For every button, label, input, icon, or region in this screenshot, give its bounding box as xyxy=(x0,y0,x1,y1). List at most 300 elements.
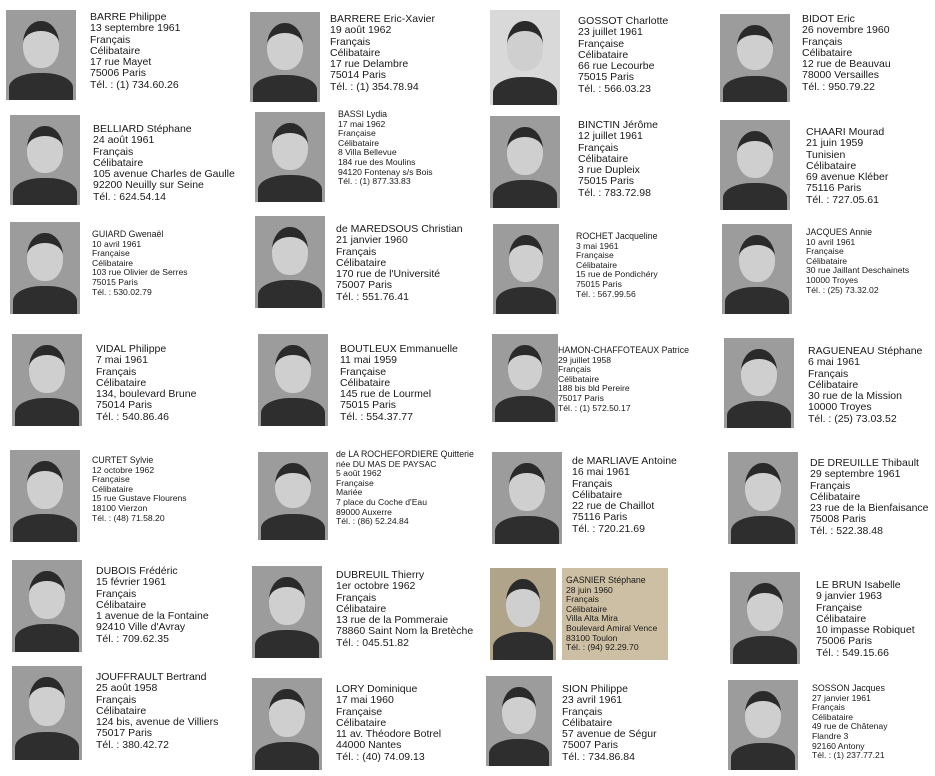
entry-details-curtet-sylvie xyxy=(92,456,187,523)
entry-detail-line: 11 mai 1959 xyxy=(340,354,398,367)
entry-detail-line: Villa Alta Mira xyxy=(566,613,618,624)
portrait-photo-rochet-jacqueline xyxy=(493,224,559,314)
entry-detail-line: Tél. : (1) 734.60.26 xyxy=(90,78,179,91)
portrait-head-shape xyxy=(506,579,540,627)
portrait-photo-boutleux-emmanuelle xyxy=(258,334,328,426)
entry-detail-line: 17 rue Mayet xyxy=(90,56,152,69)
entry-name: BINCTIN Jérôme xyxy=(578,119,658,131)
entry-detail-line: Célibataire xyxy=(336,716,387,729)
entry-detail-line: 57 avenue de Ségur xyxy=(562,728,657,741)
entry-detail-line: 75017 Paris xyxy=(96,727,153,740)
entry-detail-line: Française xyxy=(578,37,625,50)
entry-detail-line: 25 août 1958 xyxy=(96,682,158,695)
entry-detail-line: 18100 Vierzon xyxy=(92,502,148,513)
portrait-photo-sion-philippe xyxy=(486,676,552,766)
entry-detail-line: Français xyxy=(808,367,849,380)
entry-detail-line: 23 avril 1961 xyxy=(562,694,623,707)
entry-detail-line: 75116 Paris xyxy=(572,511,628,524)
portrait-shoulders-shape xyxy=(725,287,789,314)
entry-details-de-dreuille-thibault xyxy=(810,458,929,537)
entry-detail-line: 145 rue de Lourmel xyxy=(340,388,432,401)
entry-detail-line: Célibataire xyxy=(330,46,381,59)
portrait-shoulders-shape xyxy=(255,630,319,658)
portrait-shoulders-shape xyxy=(255,742,319,770)
entry-detail-line: 75015 Paris xyxy=(92,276,138,287)
entry-detail-line: 15 rue de Pondichéry xyxy=(576,269,658,280)
portrait-shoulders-shape xyxy=(731,516,795,544)
entry-details-vidal-philippe xyxy=(96,344,196,423)
entry-detail-line: Français xyxy=(336,591,377,604)
portrait-photo-curtet-sylvie xyxy=(10,450,80,542)
portrait-head-shape xyxy=(509,463,545,511)
entry-detail-line: Français xyxy=(810,479,851,492)
portrait-shoulders-shape xyxy=(258,280,322,308)
entry-detail-line: Célibataire xyxy=(96,704,147,717)
entry-name: LORY Dominique xyxy=(336,683,418,695)
entry-detail-line: Français xyxy=(812,702,845,713)
entry-detail-line: 92200 Neuilly sur Seine xyxy=(93,179,204,192)
entry-detail-line: Tél. : 720.21.69 xyxy=(572,522,645,535)
entry-name: SOSSON Jacques xyxy=(812,683,885,693)
portrait-photo-belliard-stephane xyxy=(10,115,80,205)
entry-detail-line: 92160 Antony xyxy=(812,740,865,751)
entry-detail-line: 94120 Fontenay s/s Bois xyxy=(338,166,433,177)
entry-detail-line: 15 février 1961 xyxy=(96,576,167,589)
entry-name: BOUTLEUX Emmanuelle xyxy=(340,343,458,355)
entry-detail-line: Française xyxy=(92,248,130,259)
entry-detail-line: Française xyxy=(336,705,383,718)
entry-detail-line: 15 rue Gustave Flourens xyxy=(92,493,187,504)
entry-detail-line: 1 avenue de la Fontaine xyxy=(96,610,209,623)
portrait-head-shape xyxy=(267,23,303,70)
entry-detail-line: 22 rue de Chaillot xyxy=(572,500,655,513)
entry-detail-line: Français xyxy=(96,587,137,600)
portrait-shoulders-shape xyxy=(727,401,791,428)
portrait-photo-chaari-mourad xyxy=(720,120,790,210)
entry-detail-line: Tél. : (86) 52.24.84 xyxy=(336,516,409,527)
entry-detail-line: Français xyxy=(96,365,137,378)
entry-detail-line: Française xyxy=(340,365,387,378)
entry-detail-line: 78860 Saint Nom la Bretèche xyxy=(336,625,474,638)
entry-detail-line: Française xyxy=(576,250,614,261)
entry-detail-line: 10000 Troyes xyxy=(806,274,859,285)
portrait-photo-jacques-annie xyxy=(722,224,792,314)
portrait-head-shape xyxy=(745,691,781,738)
entry-detail-line: Célibataire xyxy=(808,378,859,391)
entry-detail-line: 17 rue Delambre xyxy=(330,58,409,71)
portrait-photo-jouffrault-bertrand xyxy=(12,666,82,760)
entry-detail-line: Tél. : (1) 877.33.83 xyxy=(338,176,411,187)
entry-detail-line: 75014 Paris xyxy=(330,69,387,82)
entry-detail-line: 17 mai 1962 xyxy=(338,118,386,129)
entry-name: BIDOT Eric xyxy=(802,13,855,25)
portrait-photo-ragueneau-stephane xyxy=(724,338,794,428)
entry-detail-line: Célibataire xyxy=(96,598,147,611)
portrait-photo-de-la-rochefordiere-quitterie xyxy=(258,452,328,540)
entry-name: de LA ROCHEFORDIERE Quitterie xyxy=(336,449,474,459)
portrait-head-shape xyxy=(741,349,777,396)
portrait-head-shape xyxy=(745,463,781,511)
entry-detail-line: Tél. : 045.51.82 xyxy=(336,636,409,649)
entry-details-barrere-eric-xavier xyxy=(330,14,435,93)
entry-details-de-la-rochefordiere-quitterie xyxy=(336,450,474,527)
portrait-photo-hamon-chaffoteaux-patrice xyxy=(492,334,558,422)
entry-details-le-brun-isabelle xyxy=(816,580,915,659)
entry-detail-line: Français xyxy=(802,35,843,48)
entry-detail-line: 17 mai 1960 xyxy=(336,694,394,707)
portrait-photo-sosson-jacques xyxy=(728,680,798,770)
entry-details-dubreuil-thierry xyxy=(336,570,473,649)
entry-detail-line: 11 av. Théodore Botrel xyxy=(336,728,442,741)
entry-details-ragueneau-stephane xyxy=(808,346,922,425)
entry-details-jouffrault-bertrand xyxy=(96,672,218,751)
entry-detail-line: Tél. : (48) 71.58.20 xyxy=(92,512,165,523)
entry-detail-line: Tél. : 551.76.41 xyxy=(336,290,409,303)
entry-name: BARRERE Eric-Xavier xyxy=(330,13,436,25)
entry-detail-line: 3 mai 1961 xyxy=(576,240,619,251)
portrait-photo-lory-dominique xyxy=(252,678,322,770)
portrait-shoulders-shape xyxy=(258,175,322,202)
entry-detail-line: Célibataire xyxy=(806,255,848,266)
portrait-head-shape xyxy=(502,687,536,734)
entry-details-hamon-chaffoteaux-patrice xyxy=(558,346,689,413)
portrait-photo-gossot-charlotte xyxy=(490,10,560,105)
portrait-shoulders-shape xyxy=(495,396,556,422)
entry-detail-line: Célibataire xyxy=(806,159,857,172)
entry-detail-line: Française xyxy=(816,601,863,614)
portrait-photo-le-brun-isabelle xyxy=(730,572,800,664)
entry-name: BARRE Philippe xyxy=(90,11,167,23)
entry-details-belliard-stephane xyxy=(93,124,235,203)
entry-details-jacques-annie xyxy=(806,228,909,295)
entry-detail-line: Français xyxy=(558,364,591,375)
portrait-head-shape xyxy=(507,21,543,70)
entry-detail-line: 12 juillet 1961 xyxy=(578,130,643,143)
entry-name: GOSSOT Charlotte xyxy=(578,15,669,27)
portrait-head-shape xyxy=(27,233,63,281)
portrait-shoulders-shape xyxy=(13,178,77,205)
portrait-shoulders-shape xyxy=(253,75,317,102)
entry-detail-line: Français xyxy=(90,33,131,46)
entry-detail-line: 29 septembre 1961 xyxy=(810,468,901,481)
portrait-photo-dubois-frederic xyxy=(12,560,82,652)
entry-detail-line: Française xyxy=(806,246,844,257)
entry-detail-line: 134, boulevard Brune xyxy=(96,388,197,401)
portrait-shoulders-shape xyxy=(493,77,557,106)
portrait-shoulders-shape xyxy=(723,183,787,210)
portrait-head-shape xyxy=(508,345,542,391)
entry-detail-line: Célibataire xyxy=(562,716,613,729)
entry-detail-line: Tél. : 554.37.77 xyxy=(340,410,413,423)
entry-detail-line: Tél. : 950.79.22 xyxy=(802,80,875,93)
entry-name: CURTET Sylvie xyxy=(92,455,154,465)
portrait-head-shape xyxy=(272,227,308,275)
entry-detail-line: Tél. : 783.72.98 xyxy=(578,186,651,199)
portrait-shoulders-shape xyxy=(261,514,325,540)
entry-detail-line: 66 rue Lecourbe xyxy=(578,60,655,73)
entry-detail-line: 75014 Paris xyxy=(96,399,153,412)
entry-detail-line: Célibataire xyxy=(338,137,380,148)
entry-name: BELLIARD Stéphane xyxy=(93,123,192,135)
entry-detail-line: 170 rue de l'Université xyxy=(336,268,441,281)
entry-detail-line: Tél. : 549.15.66 xyxy=(816,646,889,659)
entry-detail-line: 13 septembre 1961 xyxy=(90,22,181,35)
entry-name: CHAARI Mourad xyxy=(806,126,885,138)
entry-detail-line: 78000 Versailles xyxy=(802,69,880,82)
entry-detail-line: 12 rue de Beauvau xyxy=(802,58,891,71)
entry-details-lory-dominique xyxy=(336,684,441,763)
entry-detail-line: Français xyxy=(96,693,137,706)
portrait-head-shape xyxy=(275,345,311,393)
entry-detail-line: Tél. : 734.86.84 xyxy=(562,750,635,763)
entry-detail-line: Célibataire xyxy=(96,376,147,389)
portrait-head-shape xyxy=(275,463,311,509)
entry-detail-line: Tél. : 380.42.72 xyxy=(96,738,169,751)
portrait-head-shape xyxy=(509,235,543,282)
entry-detail-line: 30 rue de la Mission xyxy=(808,390,902,403)
portrait-shoulders-shape xyxy=(13,514,77,542)
portrait-head-shape xyxy=(27,126,63,173)
portrait-photo-bassi-lydia xyxy=(255,112,325,202)
portrait-shoulders-shape xyxy=(495,516,559,544)
entry-detail-line: 7 mai 1961 xyxy=(96,354,148,367)
portrait-shoulders-shape xyxy=(731,743,795,770)
entry-detail-line: 6 mai 1961 xyxy=(808,356,860,369)
entry-details-bassi-lydia xyxy=(338,110,433,187)
entry-detail-line: Flandre 3 xyxy=(812,730,849,741)
entry-details-barre-philippe xyxy=(90,12,180,91)
portrait-head-shape xyxy=(737,25,773,71)
portrait-head-shape xyxy=(23,21,59,68)
entry-detail-line: Célibataire xyxy=(578,152,629,165)
entry-name: de MAREDSOUS Christian xyxy=(336,223,463,235)
portrait-shoulders-shape xyxy=(15,398,79,426)
entry-details-chaari-mourad xyxy=(806,127,888,206)
entry-detail-line: 75017 Paris xyxy=(558,392,604,403)
entry-detail-line: Célibataire xyxy=(566,603,608,614)
entry-details-de-marliave-antoine xyxy=(572,456,677,535)
entry-detail-line: Célibataire xyxy=(93,156,144,169)
portrait-shoulders-shape xyxy=(733,636,797,664)
entry-name: RAGUENEAU Stéphane xyxy=(808,345,923,357)
entry-detail-line: Célibataire xyxy=(572,488,623,501)
entry-detail-line: 9 janvier 1963 xyxy=(816,590,882,603)
entry-detail-line: Célibataire xyxy=(558,373,600,384)
portrait-photo-vidal-philippe xyxy=(12,334,82,426)
entry-detail-line: 10000 Troyes xyxy=(808,401,872,414)
entry-detail-line: 105 avenue Charles de Gaulle xyxy=(93,168,235,181)
portrait-photo-de-dreuille-thibault xyxy=(728,452,798,544)
entry-detail-line: 23 rue de la Bienfaisance xyxy=(810,502,929,515)
entry-detail-line: 23 juillet 1961 xyxy=(578,26,643,39)
entry-detail-line: 27 janvier 1961 xyxy=(812,692,871,703)
entry-detail-line: Français xyxy=(578,141,619,154)
portrait-photo-bidot-eric xyxy=(720,14,790,102)
portrait-shoulders-shape xyxy=(489,739,550,766)
portrait-shoulders-shape xyxy=(496,287,557,314)
entry-details-bidot-eric xyxy=(802,14,891,93)
entry-detail-line: Tél. : 522.38.48 xyxy=(810,524,883,537)
entry-detail-line: 92410 Ville d'Avray xyxy=(96,621,186,634)
entry-detail-line: Tél. : 566.03.23 xyxy=(578,82,651,95)
entry-detail-line: Célibataire xyxy=(810,490,861,503)
entry-detail-line: Tél. : (94) 92.29.70 xyxy=(566,642,639,653)
entry-detail-line: 89000 Auxerre xyxy=(336,506,392,517)
entry-detail-line: 29 juillet 1958 xyxy=(558,354,612,365)
entry-detail-line: Tunisien xyxy=(806,148,846,161)
entry-detail-line: Célibataire xyxy=(812,711,854,722)
entry-name: ROCHET Jacqueline xyxy=(576,231,658,241)
portrait-head-shape xyxy=(29,571,65,619)
portrait-photo-guiard-gwenael xyxy=(10,222,80,314)
entry-detail-line: 10 impasse Robiquet xyxy=(816,624,915,637)
entry-details-sosson-jacques xyxy=(812,684,888,761)
entry-details-gasnier-stephane xyxy=(566,576,657,653)
entry-detail-line: Française xyxy=(338,128,376,139)
portrait-head-shape xyxy=(507,127,543,175)
entry-detail-line: 30 rue Jaillant Deschainets xyxy=(806,265,910,276)
entry-detail-line: Français xyxy=(93,145,134,158)
entry-detail-line: 10 avril 1961 xyxy=(806,236,856,247)
portrait-photo-barrere-eric-xavier xyxy=(250,12,320,102)
entry-detail-line: 75015 Paris xyxy=(340,399,397,412)
portrait-head-shape xyxy=(737,131,773,178)
entry-detail-line: 26 novembre 1960 xyxy=(802,24,890,37)
entry-detail-line: Tél. : (40) 74.09.13 xyxy=(336,750,425,763)
entry-detail-line: 10 avril 1961 xyxy=(92,238,142,249)
entry-detail-line: Français xyxy=(562,705,603,718)
entry-detail-line: Célibataire xyxy=(336,602,387,615)
entry-detail-line: née DU MAS DE PAYSAC xyxy=(336,458,437,469)
entry-detail-line: Tél. : 624.54.14 xyxy=(93,190,166,203)
entry-detail-line: Célibataire xyxy=(92,257,134,268)
portrait-head-shape xyxy=(739,235,775,282)
portrait-shoulders-shape xyxy=(493,180,557,208)
entry-detail-line: Tél. : 540.86.46 xyxy=(96,410,169,423)
entry-detail-line: 124 bis, avenue de Villiers xyxy=(96,716,219,729)
entry-detail-line: 75015 Paris xyxy=(578,175,635,188)
entry-detail-line: 16 mai 1961 xyxy=(572,466,630,479)
portrait-shoulders-shape xyxy=(15,624,79,652)
entry-details-sion-philippe xyxy=(562,684,657,763)
entry-detail-line: Célibataire xyxy=(90,44,141,57)
entry-detail-line: 75006 Paris xyxy=(816,635,873,648)
entry-detail-line: Mariée xyxy=(336,487,363,498)
entry-detail-line: 75006 Paris xyxy=(90,67,147,80)
portrait-photo-de-maredsous-christian xyxy=(255,216,325,308)
entry-detail-line: 8 Villa Bellevue xyxy=(338,147,397,158)
entry-detail-line: Célibataire xyxy=(340,376,391,389)
entry-detail-line: Tél. : 567.99.56 xyxy=(576,288,636,299)
entry-details-rochet-jacqueline xyxy=(576,232,658,299)
entry-detail-line: Boulevard Amiral Vence xyxy=(566,622,658,633)
entry-detail-line: 21 janvier 1960 xyxy=(336,234,408,247)
entry-detail-line: Français xyxy=(330,35,371,48)
portrait-head-shape xyxy=(269,689,305,737)
entry-detail-line: Tél. : 530.02.79 xyxy=(92,286,152,297)
entry-detail-line: Français xyxy=(572,477,613,490)
entry-details-dubois-frederic xyxy=(96,566,209,645)
entry-detail-line: Tél. : 727.05.61 xyxy=(806,193,879,206)
portrait-photo-gasnier-stephane xyxy=(490,568,556,660)
entry-detail-line: Célibataire xyxy=(802,46,853,59)
entry-detail-line: Française xyxy=(336,477,374,488)
portrait-photo-dubreuil-thierry xyxy=(252,566,322,658)
entry-name: HAMON-CHAFFOTEAUX Patrice xyxy=(558,345,689,355)
entry-detail-line: 1er octobre 1962 xyxy=(336,580,416,593)
entry-detail-line: 188 bis bld Pereire xyxy=(558,383,630,394)
entry-detail-line: 184 rue des Moulins xyxy=(338,156,416,167)
portrait-shoulders-shape xyxy=(723,76,787,102)
entry-details-binctin-jerome xyxy=(578,120,658,199)
entry-detail-line: 75015 Paris xyxy=(576,278,622,289)
entry-detail-line: 21 juin 1959 xyxy=(806,137,864,150)
portrait-photo-de-marliave-antoine xyxy=(492,452,562,544)
entry-detail-line: Français xyxy=(566,594,599,605)
entry-detail-line: Célibataire xyxy=(576,259,618,270)
entry-detail-line: 83100 Toulon xyxy=(566,632,618,643)
portrait-head-shape xyxy=(29,677,65,726)
entry-detail-line: Tél. : (1) 237.77.21 xyxy=(812,750,885,761)
portrait-head-shape xyxy=(747,583,783,631)
entry-name: JOUFFRAULT Bertrand xyxy=(96,671,207,683)
entry-detail-line: 13 rue de la Pommeraie xyxy=(336,614,449,627)
entry-details-de-maredsous-christian xyxy=(336,224,463,303)
portrait-shoulders-shape xyxy=(15,732,79,760)
entry-detail-line: 69 avenue Kléber xyxy=(806,171,889,184)
portrait-head-shape xyxy=(269,577,305,625)
entry-detail-line: Célibataire xyxy=(92,483,134,494)
portrait-head-shape xyxy=(27,461,63,509)
portrait-head-shape xyxy=(272,123,308,170)
entry-detail-line: Français xyxy=(336,245,377,258)
entry-detail-line: 12 octobre 1962 xyxy=(92,464,155,475)
entry-detail-line: 3 rue Dupleix xyxy=(578,164,640,177)
portrait-shoulders-shape xyxy=(13,286,77,314)
entry-details-gossot-charlotte xyxy=(578,16,668,95)
entry-detail-line: 44000 Nantes xyxy=(336,739,402,752)
entry-name: DUBREUIL Thierry xyxy=(336,569,425,581)
entry-detail-line: 24 août 1961 xyxy=(93,134,155,147)
entry-name: GUIARD Gwenaël xyxy=(92,229,164,239)
entry-name: DE DREUILLE Thibault xyxy=(810,457,919,469)
entry-detail-line: 75015 Paris xyxy=(578,71,635,84)
entry-detail-line: Tél. : (1) 354.78.94 xyxy=(330,80,419,93)
entry-detail-line: Française xyxy=(92,474,130,485)
entry-name: DUBOIS Frédéric xyxy=(96,565,178,577)
entry-details-boutleux-emmanuelle xyxy=(340,344,458,423)
entry-details-guiard-gwenael xyxy=(92,230,188,297)
entry-detail-line: 75007 Paris xyxy=(336,279,393,292)
entry-name: de MARLIAVE Antoine xyxy=(572,455,677,467)
portrait-photo-binctin-jerome xyxy=(490,116,560,208)
entry-detail-line: 75116 Paris xyxy=(806,182,862,195)
entry-detail-line: Tél. : (25) 73.32.02 xyxy=(806,284,879,295)
portrait-shoulders-shape xyxy=(261,398,325,426)
portrait-head-shape xyxy=(29,345,65,393)
entry-detail-line: Célibataire xyxy=(336,256,387,269)
entry-name: SION Philippe xyxy=(562,683,628,695)
entry-name: VIDAL Philippe xyxy=(96,343,167,355)
entry-detail-line: 75008 Paris xyxy=(810,513,867,526)
entry-detail-line: 7 place du Coche d'Eau xyxy=(336,496,427,507)
entry-name: GASNIER Stéphane xyxy=(566,575,646,585)
entry-detail-line: Tél. : (1) 572.50.17 xyxy=(558,402,631,413)
portrait-photo-barre-philippe xyxy=(6,10,76,100)
entry-detail-line: Tél. : 709.62.35 xyxy=(96,632,169,645)
portrait-shoulders-shape xyxy=(493,632,554,660)
entry-name: LE BRUN Isabelle xyxy=(816,579,901,591)
